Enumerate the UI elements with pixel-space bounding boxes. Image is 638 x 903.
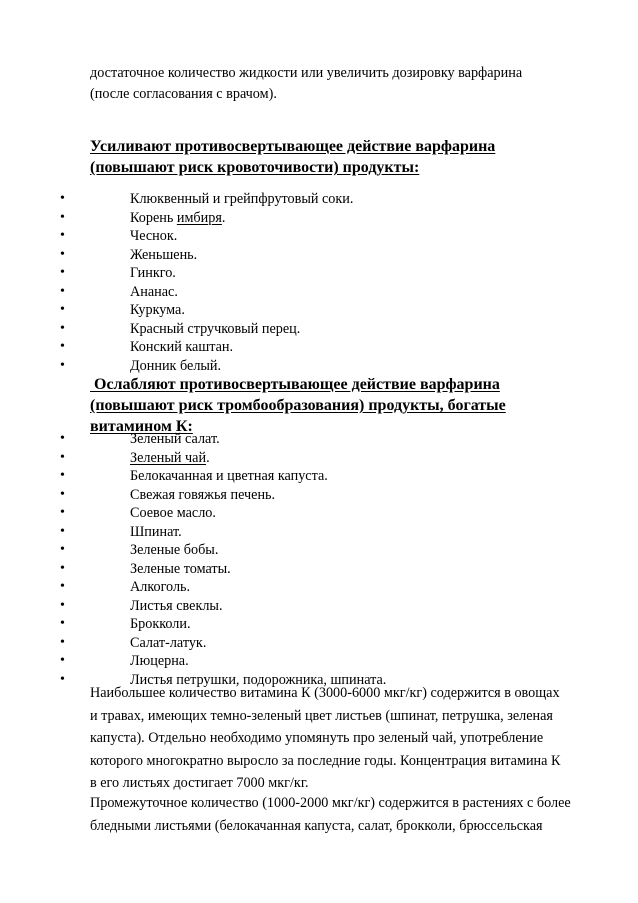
section2-heading-line: витамином К: bbox=[90, 418, 193, 435]
list-item: • Шпинат. bbox=[60, 523, 182, 540]
section1-list bbox=[0, 190, 638, 375]
bullet-icon: • bbox=[60, 339, 65, 354]
bullet-icon: • bbox=[60, 302, 65, 317]
bullet-icon: • bbox=[60, 579, 65, 594]
list-item: • Белокачанная и цветная капуста. bbox=[60, 468, 328, 484]
list-item: • Корень имбиря. bbox=[60, 209, 226, 226]
bullet-icon: • bbox=[60, 486, 65, 502]
intro-line: достаточное количество жидкости или увеличить дозировку варфарина bbox=[90, 65, 523, 81]
list-item: • Красный стручковый перец. bbox=[60, 320, 301, 337]
intro-line: (после согласования с врачом). bbox=[90, 86, 277, 102]
section2-list bbox=[0, 430, 638, 689]
paragraph-line: в его листьях достигает 7000 мкг/кг. bbox=[90, 775, 309, 791]
section2-heading bbox=[90, 374, 590, 437]
bullet-icon: • bbox=[60, 560, 65, 576]
section2-heading-line: (повышают риск тромбообразования) продукты, богатые bbox=[90, 397, 506, 414]
bullet-icon: • bbox=[60, 468, 65, 483]
section1-heading bbox=[90, 136, 590, 178]
intermediate-paragraph bbox=[90, 792, 590, 837]
bullet-icon: • bbox=[60, 505, 65, 520]
list-item: • Свежая говяжья печень. bbox=[60, 486, 276, 503]
bullet-icon: • bbox=[60, 597, 65, 613]
paragraph-line: Промежуточное количество (1000-2000 мкг/кг) содержится в растениях с более bbox=[90, 795, 571, 811]
section1-heading-line: (повышают риск кровоточивости) продукты: bbox=[90, 159, 420, 176]
bullet-icon: • bbox=[60, 523, 65, 539]
list-item: • Зеленый чай. bbox=[60, 449, 210, 466]
list-item: • Зеленые бобы. bbox=[60, 542, 219, 558]
bullet-icon: • bbox=[60, 431, 65, 446]
bullet-icon: • bbox=[60, 246, 65, 262]
bullet-icon: • bbox=[60, 542, 65, 557]
bullet-icon: • bbox=[60, 265, 65, 280]
bullet-icon: • bbox=[60, 449, 65, 465]
paragraph-line: которого многократно выросло за последние годы. Концентрация витамина К bbox=[90, 752, 561, 769]
bullet-icon: • bbox=[60, 653, 65, 668]
list-item: • Куркума. bbox=[60, 302, 185, 318]
list-item: • Гинкго. bbox=[60, 265, 176, 281]
bullet-icon: • bbox=[60, 209, 65, 225]
list-item: • Чеснок. bbox=[60, 228, 178, 244]
paragraph-line: и травах, имеющих темно-зеленый цвет листьев (шпинат, петрушка, зеленая bbox=[90, 707, 553, 724]
list-item: • Люцерна. bbox=[60, 653, 189, 669]
intro-paragraph bbox=[90, 63, 590, 105]
list-item: • Донник белый. bbox=[60, 357, 222, 374]
section1-heading-line: Усиливают противосвертывающее действие варфарина bbox=[90, 138, 496, 155]
list-item: • Листья свеклы. bbox=[60, 597, 223, 614]
list-item: • Конский каштан. bbox=[60, 339, 234, 355]
section2-heading-line: Ослабляют противосвертывающее действие варфарина bbox=[90, 376, 500, 393]
list-item: • Соевое масло. bbox=[60, 505, 216, 521]
link-green-tea[interactable]: Зеленый чай bbox=[130, 449, 207, 466]
list-item: • Клюквенный и грейпфрутовый соки. bbox=[60, 191, 354, 207]
bullet-icon: • bbox=[60, 634, 65, 650]
paragraph-line: капуста). Отдельно необходимо упомянуть про зеленый чай, употребление bbox=[90, 730, 544, 746]
list-item: • Ананас. bbox=[60, 283, 178, 300]
bullet-icon: • bbox=[60, 357, 65, 373]
vitamin-k-paragraph bbox=[90, 682, 590, 795]
list-item: • Листья петрушки, подорожника, шпината. bbox=[60, 671, 387, 688]
bullet-icon: • bbox=[60, 283, 65, 299]
bullet-icon: • bbox=[60, 616, 65, 631]
list-item: • Зеленые томаты. bbox=[60, 560, 231, 577]
paragraph-line: бледными листьями (белокачанная капуста, салат, брокколи, брюссельская bbox=[90, 817, 543, 834]
list-item: • Брокколи. bbox=[60, 616, 191, 632]
bullet-icon: • bbox=[60, 671, 65, 687]
list-item: • Салат-латук. bbox=[60, 634, 207, 651]
link-ginger[interactable]: имбиря bbox=[176, 209, 222, 226]
bullet-icon: • bbox=[60, 228, 65, 243]
paragraph-line: Наибольшее количество витамина К (3000-6000 мкг/кг) содержится в овощах bbox=[90, 685, 560, 701]
bullet-icon: • bbox=[60, 320, 65, 336]
list-item: • Алкоголь. bbox=[60, 579, 191, 595]
bullet-icon: • bbox=[60, 191, 65, 206]
list-item: • Женьшень. bbox=[60, 246, 198, 263]
list-item: • Зеленый салат. bbox=[60, 431, 220, 447]
